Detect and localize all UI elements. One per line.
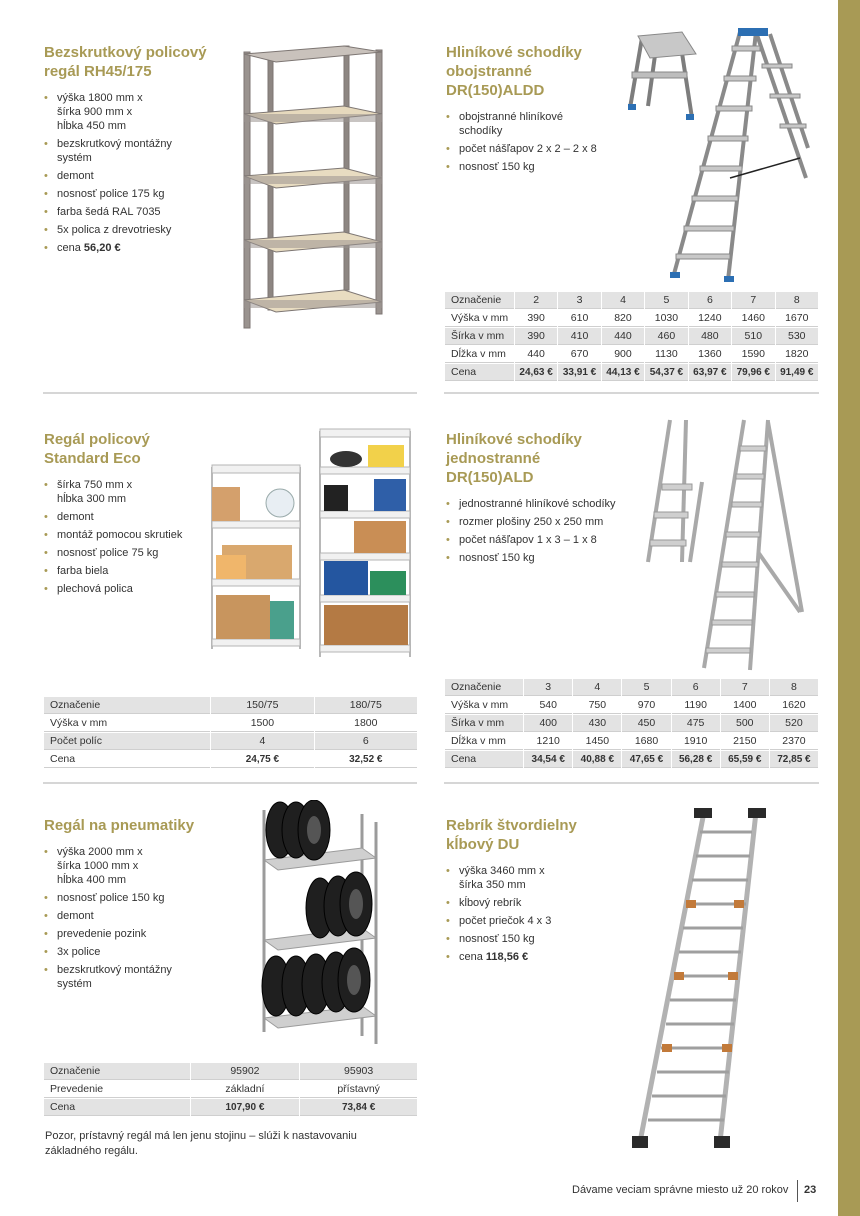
table-row	[445, 679, 818, 696]
tire-rack-image	[256, 800, 384, 1046]
table-cell: přístavný	[300, 1081, 417, 1098]
table-cell: 520	[770, 715, 818, 732]
table-cell: 34,54 €	[524, 751, 572, 768]
table-cell: 1190	[672, 697, 720, 714]
feature-item	[446, 896, 616, 910]
table-cell: 410	[558, 328, 600, 345]
table-cell: 7	[732, 292, 774, 309]
table-cell: 530	[776, 328, 818, 345]
feature-text: • šírka 750 mm x	[57, 479, 133, 491]
table-cell: 970	[622, 697, 670, 714]
feature-text: • nosnosť police 75 kg	[57, 547, 159, 559]
row-label: Prevedenie	[44, 1081, 190, 1098]
feature-item	[446, 864, 616, 892]
table-cell: 430	[573, 715, 621, 732]
table-cell: 540	[524, 697, 572, 714]
table-cell: 47,65 €	[622, 751, 670, 768]
feature-text: šírka 350 mm	[459, 879, 526, 891]
table-row	[445, 364, 818, 381]
feature-list	[44, 478, 214, 596]
feature-text: • nosnosť 150 kg	[459, 161, 535, 173]
table-cell: 8	[770, 679, 818, 696]
feature-text: • počet nášľapov 2 x 2 – 2 x 8	[459, 143, 597, 155]
feature-item	[44, 137, 234, 165]
table-cell: 1240	[689, 310, 731, 327]
table-cell: 480	[689, 328, 731, 345]
table-cell: 65,59 €	[721, 751, 769, 768]
feature-text: • bezskrutkový montážny	[57, 964, 172, 976]
feature-item	[44, 927, 244, 941]
stepladder-double-image	[620, 28, 810, 284]
feature-item	[44, 582, 214, 596]
tire-rack-note: Pozor, prístavný regál má len jenu stojinu – slúži k nastavovaniu základného regálu.	[45, 1130, 357, 1157]
feature-text: systém	[57, 978, 92, 990]
feature-text: • jednostranné hliníkové schodíky	[459, 498, 616, 510]
table-cell: 6	[689, 292, 731, 309]
table-cell: 73,84 €	[300, 1099, 417, 1116]
feature-text: šírka 1000 mm x	[57, 860, 139, 872]
product-title: Hliníkové schodíky jednostranné DR(150)ALD	[446, 431, 582, 486]
table-cell: 63,97 €	[689, 364, 731, 381]
table-cell: 610	[558, 310, 600, 327]
feature-text: • výška 2000 mm x	[57, 846, 143, 858]
table-row	[44, 733, 417, 750]
table-cell: 1400	[721, 697, 769, 714]
table-row	[445, 733, 818, 750]
feature-text: • obojstranné hliníkové	[459, 111, 563, 123]
product-folding-ladder	[446, 816, 616, 968]
table-cell: 24,75 €	[211, 751, 313, 768]
feature-list	[446, 110, 616, 174]
table-row	[445, 310, 818, 327]
feature-list	[446, 497, 636, 565]
row-label: Výška v mm	[44, 715, 210, 732]
row-label: Výška v mm	[445, 310, 514, 327]
spec-table-stepladder-double	[444, 291, 819, 382]
table-row	[44, 697, 417, 714]
table-cell: 5	[645, 292, 687, 309]
table-cell: 107,90 €	[191, 1099, 300, 1116]
row-label: Šírka v mm	[445, 328, 514, 345]
row-label: Cena	[445, 751, 523, 768]
row-label: Počet políc	[44, 733, 210, 750]
feature-item	[44, 963, 244, 991]
table-row	[44, 1063, 417, 1080]
table-cell: 33,91 €	[558, 364, 600, 381]
feature-item	[446, 142, 616, 156]
section-divider	[43, 782, 417, 784]
feature-text: šírka 900 mm x	[57, 106, 133, 118]
feature-item	[446, 497, 636, 511]
feature-text: • výška 1800 mm x	[57, 92, 143, 104]
feature-text: • prevedenie pozink	[57, 928, 147, 940]
table-row	[445, 715, 818, 732]
table-cell: 4	[602, 292, 644, 309]
feature-list	[44, 91, 234, 255]
feature-text: • výška 3460 mm x	[459, 865, 545, 877]
table-cell: 6	[672, 679, 720, 696]
feature-item	[44, 845, 244, 887]
table-cell: 510	[732, 328, 774, 345]
table-cell: 820	[602, 310, 644, 327]
table-row	[44, 1081, 417, 1098]
table-cell: 1820	[776, 346, 818, 363]
footer-separator	[797, 1180, 798, 1202]
feature-text: • nosnosť 150 kg	[459, 933, 535, 945]
gold-side-bar	[838, 0, 860, 1216]
page-number: 23	[804, 1184, 817, 1196]
product-title: Rebrík štvordielny kĺbový DU	[446, 817, 577, 853]
product-stepladder-double	[446, 43, 616, 178]
table-row	[445, 346, 818, 363]
feature-text: systém	[57, 152, 92, 164]
table-row	[44, 1099, 417, 1116]
feature-text: • kĺbový rebrík	[459, 897, 522, 909]
shelf-rh45-image	[240, 44, 388, 332]
table-cell: 72,85 €	[770, 751, 818, 768]
folding-ladder-image	[630, 806, 770, 1150]
feature-item	[44, 528, 214, 542]
table-cell: 1030	[645, 310, 687, 327]
feature-item	[44, 945, 244, 959]
feature-text: • 5x polica z drevotriesky	[57, 224, 172, 236]
feature-item	[44, 891, 244, 905]
feature-text: hĺbka 450 mm	[57, 120, 127, 132]
section-divider	[444, 782, 819, 784]
table-cell: 44,13 €	[602, 364, 644, 381]
table-cell: 6	[315, 733, 417, 750]
table-cell: 440	[515, 346, 557, 363]
table-cell: 91,49 €	[776, 364, 818, 381]
table-cell: 440	[602, 328, 644, 345]
feature-item	[446, 533, 636, 547]
table-cell: 3	[558, 292, 600, 309]
feature-item	[446, 914, 616, 928]
table-row	[44, 715, 417, 732]
feature-text: • nosnosť police 175 kg	[57, 188, 165, 200]
table-cell: 2	[515, 292, 557, 309]
table-cell: 2370	[770, 733, 818, 750]
price-value: 56,20 €	[83, 242, 121, 254]
table-cell: 8	[776, 292, 818, 309]
table-cell: 1460	[732, 310, 774, 327]
table-cell: 5	[622, 679, 670, 696]
table-row	[445, 751, 818, 768]
table-cell: 390	[515, 310, 557, 327]
table-cell: 180/75	[315, 697, 417, 714]
feature-text: • demont	[57, 910, 94, 922]
spec-table-stepladder-single	[444, 678, 819, 769]
table-cell: 4	[573, 679, 621, 696]
table-row	[445, 292, 818, 309]
table-cell: 670	[558, 346, 600, 363]
table-cell: 1680	[622, 733, 670, 750]
feature-text: • nosnosť police 150 kg	[57, 892, 165, 904]
product-stepladder-single	[446, 430, 636, 569]
product-title: Regál na pneumatiky	[44, 817, 195, 834]
feature-item	[446, 551, 636, 565]
table-cell: 1590	[732, 346, 774, 363]
table-cell: 24,63 €	[515, 364, 557, 381]
feature-list	[44, 845, 244, 991]
feature-item	[44, 478, 214, 506]
feature-text: cena	[57, 242, 84, 254]
table-cell: 2150	[721, 733, 769, 750]
feature-item	[44, 241, 234, 255]
section-divider	[43, 392, 417, 394]
footer-slogan: Dávame veciam správne miesto už 20 rokov	[572, 1184, 789, 1196]
row-label: Cena	[445, 364, 514, 381]
table-cell: 1450	[573, 733, 621, 750]
row-label: Označenie	[44, 697, 210, 714]
table-cell: základní	[191, 1081, 300, 1098]
feature-item	[446, 932, 616, 946]
section-divider	[444, 392, 819, 394]
feature-text: schodíky	[459, 125, 503, 137]
feature-text: hĺbka 400 mm	[57, 874, 127, 886]
feature-text: • plechová polica	[57, 583, 133, 595]
table-cell: 150/75	[211, 697, 313, 714]
row-label: Dĺžka v mm	[445, 346, 514, 363]
feature-text: • demont	[57, 511, 94, 523]
table-cell: 900	[602, 346, 644, 363]
table-row	[445, 697, 818, 714]
table-cell: 56,28 €	[672, 751, 720, 768]
feature-item	[446, 950, 616, 964]
feature-text: • počet priečok 4 x 3	[459, 915, 552, 927]
row-label: Cena	[44, 751, 210, 768]
table-cell: 54,37 €	[645, 364, 687, 381]
table-cell: 1500	[211, 715, 313, 732]
table-cell: 1210	[524, 733, 572, 750]
product-shelf-standard-eco	[44, 430, 214, 600]
feature-list	[446, 864, 616, 964]
table-cell: 95903	[300, 1063, 417, 1080]
product-title: Regál policový Standard Eco	[44, 431, 150, 467]
feature-text: • farba šedá RAL 7035	[57, 206, 161, 218]
table-cell: 450	[622, 715, 670, 732]
feature-item	[446, 110, 616, 138]
table-cell: 750	[573, 697, 621, 714]
table-cell: 79,96 €	[732, 364, 774, 381]
product-tire-rack	[44, 816, 244, 995]
table-cell: 4	[211, 733, 313, 750]
table-row	[44, 751, 417, 768]
table-cell: 390	[515, 328, 557, 345]
row-label: Výška v mm	[445, 697, 523, 714]
product-shelf-rh45	[44, 43, 234, 259]
spec-table-shelf-standard-eco	[43, 696, 418, 769]
feature-text: cena	[459, 951, 486, 963]
feature-text: • farba biela	[57, 565, 109, 577]
row-label: Označenie	[445, 679, 523, 696]
row-label: Dĺžka v mm	[445, 733, 523, 750]
feature-item	[44, 169, 234, 183]
feature-item	[44, 91, 234, 133]
table-cell: 500	[721, 715, 769, 732]
table-cell: 1800	[315, 715, 417, 732]
feature-item	[44, 546, 214, 560]
table-cell: 40,88 €	[573, 751, 621, 768]
row-label: Označenie	[445, 292, 514, 309]
feature-item	[44, 223, 234, 237]
feature-text: • rozmer plošiny 250 x 250 mm	[459, 516, 604, 528]
table-cell: 32,52 €	[315, 751, 417, 768]
price-value: 118,56 €	[485, 951, 529, 963]
feature-item	[44, 564, 214, 578]
row-label: Šírka v mm	[445, 715, 523, 732]
feature-text: hĺbka 300 mm	[57, 493, 127, 505]
table-cell: 95902	[191, 1063, 300, 1080]
feature-text: • 3x police	[57, 946, 101, 958]
feature-text: • demont	[57, 170, 94, 182]
row-label: Cena	[44, 1099, 190, 1116]
table-cell: 475	[672, 715, 720, 732]
product-title: Hliníkové schodíky obojstranné DR(150)ALDD	[446, 44, 582, 99]
feature-text: • bezskrutkový montážny	[57, 138, 172, 150]
spec-table-tire-rack	[43, 1062, 418, 1117]
table-cell: 400	[524, 715, 572, 732]
feature-item	[44, 187, 234, 201]
table-cell: 1670	[776, 310, 818, 327]
feature-text: • počet nášľapov 1 x 3 – 1 x 8	[459, 534, 597, 546]
feature-text: • montáž pomocou skrutiek	[57, 529, 183, 541]
shelf-standard-eco-image	[208, 425, 414, 661]
table-cell: 1620	[770, 697, 818, 714]
table-cell: 1360	[689, 346, 731, 363]
stepladder-single-image	[640, 412, 808, 674]
product-title: Bezskrutkový policový regál RH45/175	[44, 44, 207, 80]
row-label: Označenie	[44, 1063, 190, 1080]
feature-item	[44, 909, 244, 923]
table-cell: 7	[721, 679, 769, 696]
table-cell: 3	[524, 679, 572, 696]
feature-item	[44, 510, 214, 524]
feature-item	[446, 515, 636, 529]
table-cell: 1130	[645, 346, 687, 363]
table-row	[445, 328, 818, 345]
table-cell: 1910	[672, 733, 720, 750]
table-cell: 460	[645, 328, 687, 345]
feature-item	[446, 160, 616, 174]
feature-item	[44, 205, 234, 219]
feature-text: • nosnosť 150 kg	[459, 552, 535, 564]
